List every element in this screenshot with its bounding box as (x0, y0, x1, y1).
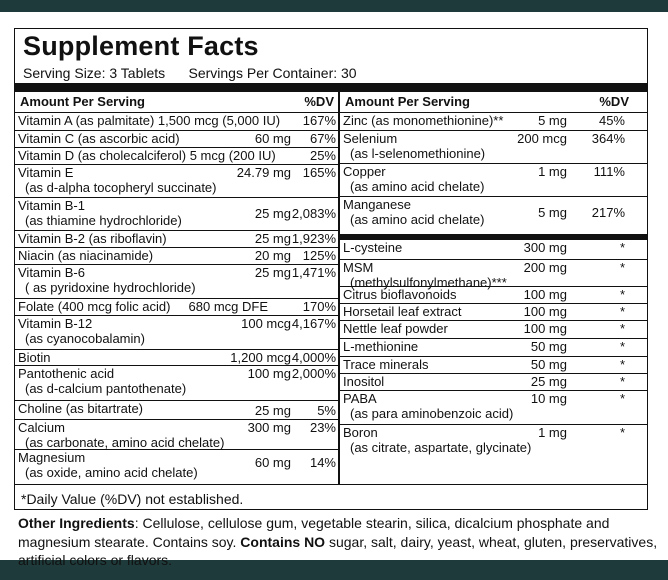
nutrient-daily-value: 1,923% (291, 231, 336, 246)
nutrient-name: Selenium (343, 131, 398, 146)
nutrient-daily-value: * (619, 391, 625, 406)
nutrient-source: (as para aminobenzoic acid) (350, 406, 514, 421)
nutrient-row (15, 197, 339, 231)
nutrient-name: Vitamin D (as cholecalciferol) 5 mcg (200 IU) (18, 148, 276, 163)
nutrient-daily-value: 165% (302, 165, 336, 180)
nutrient-source: (as d-alpha tocopheryl succinate) (25, 180, 217, 195)
contains-no-label: Contains NO (240, 533, 326, 550)
nutrient-name: Inositol (343, 374, 385, 389)
nutrient-amount: 300 mg (523, 240, 567, 255)
nutrient-daily-value: * (619, 321, 625, 336)
nutrient-daily-value: 170% (302, 299, 336, 314)
nutrient-amount: 100 mcg (241, 316, 291, 331)
nutrient-amount: 60 mg (254, 131, 291, 146)
nutrient-daily-value: 67% (309, 131, 336, 146)
nutrient-row (340, 286, 647, 304)
nutrient-name: Choline (as bitartrate) (18, 401, 143, 416)
nutrient-amount: 200 mg (523, 260, 567, 275)
right-dv-header: %DV (599, 94, 629, 109)
nutrient-daily-value: * (619, 304, 625, 319)
nutrient-name: Calcium (18, 420, 65, 435)
nutrient-amount: 10 mg (530, 391, 567, 406)
nutrient-row (340, 390, 647, 425)
nutrient-name: Citrus bioflavonoids (343, 287, 457, 302)
nutrient-name: Vitamin C (as ascorbic acid) (18, 131, 180, 146)
nutrient-source: (as d-calcium pantothenate) (25, 381, 187, 396)
nutrient-row (15, 112, 339, 131)
nutrient-row (340, 320, 647, 339)
nutrient-row (15, 400, 339, 420)
nutrient-name: Biotin (18, 350, 51, 365)
panel-title: Supplement Facts (23, 31, 259, 61)
nutrient-name: Nettle leaf powder (343, 321, 448, 336)
nutrient-row (340, 163, 647, 197)
nutrient-daily-value: * (619, 339, 625, 354)
nutrient-daily-value: 25% (309, 148, 336, 163)
nutrient-amount: 60 mg (254, 455, 291, 470)
nutrient-row (340, 303, 647, 321)
nutrient-daily-value: 364% (591, 131, 625, 146)
nutrient-daily-value: 14% (309, 455, 336, 470)
nutrient-daily-value: 125% (302, 248, 336, 263)
nutrient-source: (as carbonate, amino acid chelate) (25, 435, 225, 450)
nutrient-amount: 25 mg (254, 265, 291, 280)
nutrient-amount: 1,200 mcg (230, 350, 291, 365)
nutrient-daily-value: 45% (598, 113, 625, 128)
nutrient-amount: 20 mg (254, 248, 291, 263)
nutrient-row (340, 239, 647, 260)
nutrient-name: Folate (400 mcg folic acid) 680 mcg DFE (18, 299, 268, 314)
nutrient-name: Horsetail leaf extract (343, 304, 462, 319)
nutrient-row (15, 449, 339, 484)
nutrient-row (340, 373, 647, 391)
nutrient-source: (as thiamine hydrochloride) (25, 213, 182, 228)
left-amount-header: Amount Per Serving (20, 94, 145, 109)
nutrient-row (340, 112, 647, 131)
nutrient-row (15, 147, 339, 165)
left-dv-header: %DV (304, 94, 334, 109)
supplement-facts-panel (14, 28, 648, 510)
nutrient-row (15, 419, 339, 450)
nutrient-daily-value: * (619, 374, 625, 389)
nutrient-daily-value: 1,471% (291, 265, 336, 280)
nutrient-amount: 25 mg (254, 403, 291, 418)
nutrient-amount: 25 mg (254, 231, 291, 246)
nutrient-amount: 100 mg (523, 321, 567, 336)
nutrient-daily-value: 2,083% (291, 206, 336, 221)
nutrient-name: Trace minerals (343, 357, 429, 372)
nutrient-row (340, 130, 647, 164)
nutrient-row (340, 338, 647, 357)
nutrient-daily-value: * (619, 240, 625, 255)
nutrient-name: Pantothenic acid (18, 366, 115, 381)
nutrient-amount: 200 mcg (517, 131, 567, 146)
nutrient-name: Vitamin E (18, 165, 74, 180)
nutrient-row (15, 164, 339, 198)
nutrient-name: Magnesium (18, 450, 86, 465)
nutrient-row (15, 230, 339, 248)
thick-divider (15, 83, 647, 92)
nutrient-source: (as l-selenomethionine) (350, 146, 486, 161)
nutrient-row (340, 259, 647, 290)
nutrient-name: Vitamin B-6 (18, 265, 85, 280)
nutrient-amount: 5 mg (538, 113, 567, 128)
nutrient-row (15, 264, 339, 299)
nutrient-source: (as amino acid chelate) (350, 179, 485, 194)
nutrient-amount: 24.79 mg (236, 165, 291, 180)
nutrient-daily-value: 4,000% (291, 350, 336, 365)
nutrient-name: Vitamin B-1 (18, 198, 85, 213)
nutrient-name: Niacin (as niacinamide) (18, 248, 154, 263)
serving-info (23, 65, 357, 81)
other-ingredients-label: Other Ingredients (18, 515, 135, 531)
footnote (15, 484, 647, 511)
nutrient-daily-value: 217% (591, 205, 625, 220)
servings-per-container: Servings Per Container: 30 (188, 65, 357, 81)
nutrient-row (15, 130, 339, 148)
nutrient-row (15, 298, 339, 316)
nutrient-amount: 50 mg (530, 339, 567, 354)
nutrient-name: Vitamin B-12 (18, 316, 93, 331)
nutrient-name: MSM (343, 260, 374, 275)
nutrient-name: Manganese (343, 197, 411, 212)
serving-size: Serving Size: 3 Tablets (23, 65, 166, 81)
nutrient-row (15, 349, 339, 366)
nutrient-amount: 5 mg (538, 205, 567, 220)
nutrient-row (340, 424, 647, 459)
nutrient-daily-value: * (619, 287, 625, 302)
nutrient-row (340, 196, 647, 235)
nutrient-name: Boron (343, 425, 378, 440)
nutrient-daily-value: 23% (309, 420, 336, 435)
nutrient-source: (as amino acid chelate) (350, 212, 485, 227)
contains-no-text: sugar, salt, dairy, yeast, wheat, gluten, preservatives, artificial colors or flavors. (18, 533, 658, 568)
nutrient-daily-value: 2,000% (291, 366, 336, 381)
nutrient-name: L-cysteine (343, 240, 403, 255)
nutrient-name: PABA (343, 391, 377, 406)
nutrient-source: (as oxide, amino acid chelate) (25, 465, 198, 480)
nutrient-amount: 50 mg (530, 357, 567, 372)
nutrient-source: (as citrate, aspartate, glycinate) (350, 440, 532, 455)
nutrient-name: Copper (343, 164, 386, 179)
nutrient-name: Vitamin B-2 (as riboflavin) (18, 231, 167, 246)
nutrient-source: (methylsulfonylmethane)*** (350, 275, 507, 290)
other-ingredients-text: : Cellulose, cellulose gum, vegetable stearin, silica, dicalcium phosphate and magnesium stearate. Contains soy. (18, 515, 610, 550)
nutrient-amount: 100 mg (247, 366, 291, 381)
right-amount-header: Amount Per Serving (345, 94, 470, 109)
nutrient-row (15, 247, 339, 265)
nutrient-daily-value: 4,167% (291, 316, 336, 331)
nutrient-name: Zinc (as monomethionine)** (343, 113, 504, 128)
nutrient-amount: 1 mg (538, 425, 567, 440)
footnote-text: *Daily Value (%DV) not established. (21, 491, 244, 507)
nutrient-amount: 100 mg (523, 304, 567, 319)
nutrient-row (15, 315, 339, 350)
nutrient-amount: 25 mg (530, 374, 567, 389)
label-sheet (0, 12, 668, 568)
nutrient-source: (as cyanocobalamin) (25, 331, 145, 346)
nutrient-daily-value: 111% (593, 164, 625, 179)
nutrient-row (15, 365, 339, 401)
nutrient-amount: 25 mg (254, 206, 291, 221)
nutrient-source: ( as pyridoxine hydrochloride) (25, 280, 196, 295)
nutrient-daily-value: * (619, 260, 625, 275)
other-ingredients (18, 514, 658, 570)
nutrient-amount: 1 mg (538, 164, 567, 179)
nutrient-daily-value: 167% (302, 113, 336, 128)
nutrient-amount: 100 mg (523, 287, 567, 302)
nutrient-row (340, 356, 647, 374)
nutrient-amount: 300 mg (247, 420, 291, 435)
nutrient-name: L-methionine (343, 339, 419, 354)
nutrient-daily-value: * (619, 357, 625, 372)
nutrient-name: Vitamin A (as palmitate) 1,500 mcg (5,000 IU) (18, 113, 281, 128)
nutrient-daily-value: 5% (317, 403, 336, 418)
nutrient-daily-value: * (619, 425, 625, 440)
